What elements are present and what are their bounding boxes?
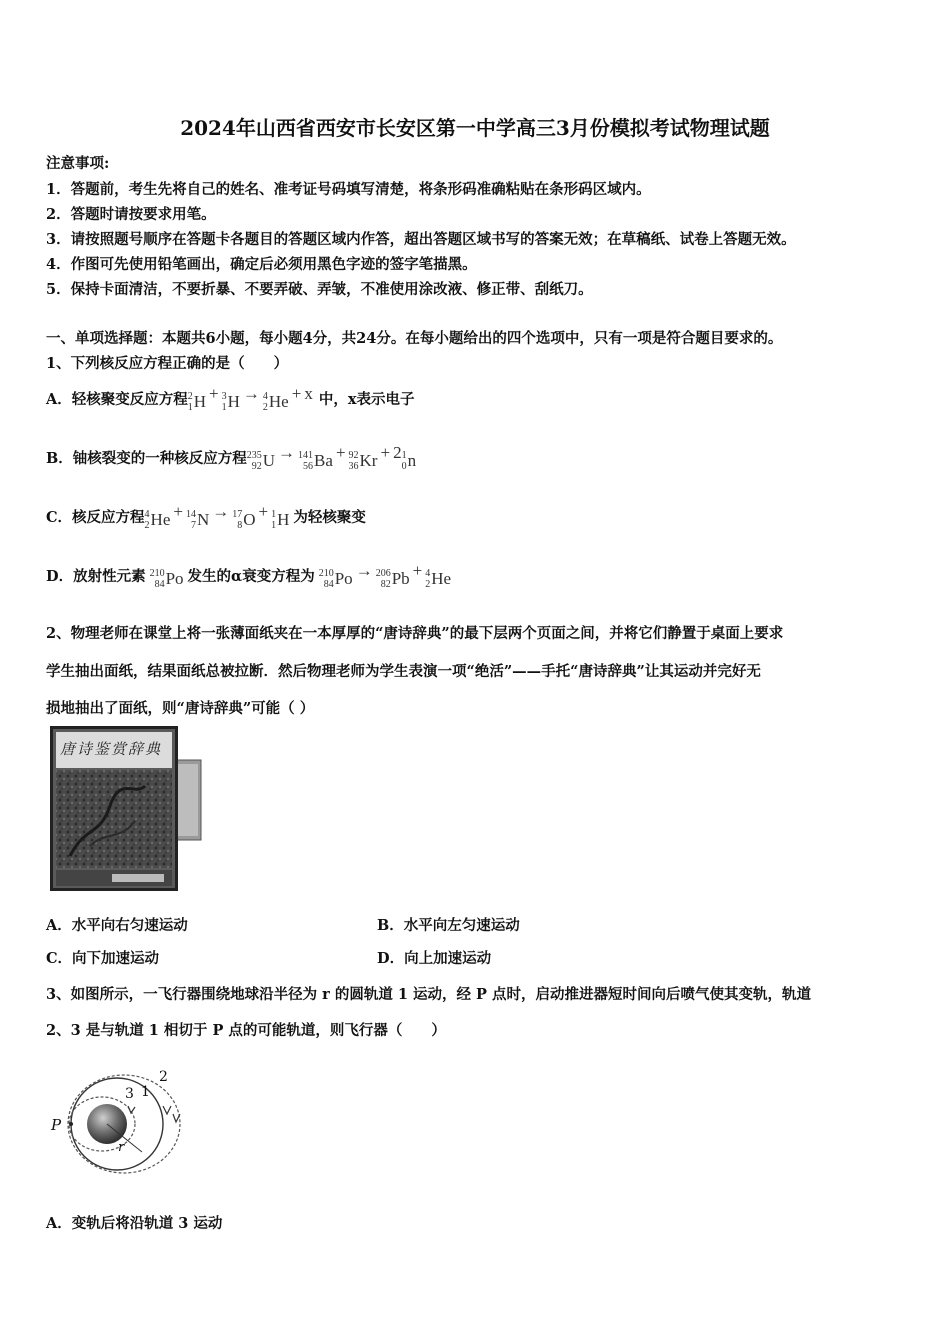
alpha-decay-equation: 210 84 Po → 206 82 Pb + 4 2 He <box>318 561 452 590</box>
question-3-line: 3、如图所示，一飞行器围绕地球沿半径为 r 的圆轨道 1 运动，经 P 点时，启动推进器短时间向后喷气使其变轨，轨道 <box>46 986 812 1003</box>
question-3-line: 2、3 是与轨道 1 相切于 P 点的可能轨道，则飞行器（ ） <box>46 1022 446 1039</box>
question-2-line: 损地抽出了面纸，则“唐诗辞典”可能（ ） <box>46 700 315 717</box>
fusion-equation: 2 1 H + 3 1 H → 4 2 He + x <box>187 384 313 413</box>
point-p-marker <box>69 1122 73 1126</box>
q3-option-a: A．变轨后将沿轨道 3 运动 <box>46 1215 223 1232</box>
question-1-stem: 1、下列核反应方程正确的是（ ） <box>46 355 289 372</box>
orbit-figure <box>46 1066 196 1176</box>
label-p: P <box>51 1116 62 1134</box>
book-title: 唐诗鉴赏辞典 <box>60 740 163 758</box>
label-orbit-1: 1 <box>141 1084 150 1100</box>
book-figure <box>50 726 205 891</box>
notice-item: 1．答题前，考生先将自己的姓名、准考证号码填写清楚，将条形码准确粘贴在条形码区域内。 <box>46 181 651 198</box>
q2-option-c: C．向下加速运动 <box>46 950 160 967</box>
notice-item: 3．请按照题号顺序在答题卡各题目的答题区域内作答，超出答题区域书写的答案无效；在草稿纸、试卷上答题无效。 <box>46 231 796 248</box>
orbit-diagram <box>46 1066 196 1176</box>
question-2-line: 学生抽出面纸，结果面纸总被拉断．然后物理老师为学生表演一项“绝活”——手托“唐诗辞典”让其运动并完好无 <box>46 663 761 680</box>
q1-option-c-suffix: 为轻核聚变 <box>293 509 366 526</box>
q1-option-d-mid: 发生的α衰变方程为 <box>187 568 315 585</box>
notice-heading: 注意事项: <box>46 155 110 172</box>
q2-option-a: A．水平向右匀速运动 <box>46 917 188 934</box>
label-r: r <box>118 1140 125 1155</box>
q2-option-b: B．水平向左匀速运动 <box>377 917 520 934</box>
label-orbit-2: 2 <box>159 1069 168 1085</box>
q1-option-a-label: A．轻核聚变反应方程 <box>46 391 188 408</box>
q1-option-a <box>46 384 414 413</box>
q1-option-b-label: B．铀核裂变的一种核反应方程 <box>46 450 247 467</box>
notice-item: 2．答题时请按要求用笔。 <box>46 206 216 223</box>
page-title: 2024年山西省西安市长安区第一中学高三3月份模拟考试物理试题 <box>180 116 770 140</box>
q2-option-d: D．向上加速运动 <box>377 950 492 967</box>
q1-option-d-label: D．放射性元素 <box>46 568 146 585</box>
q1-option-d <box>46 561 451 590</box>
notice-item: 5．保持卡面清洁，不要折暴、不要弄破、弄皱，不准使用涂改液、修正带、刮纸刀。 <box>46 281 593 298</box>
q1-option-a-suffix: 中，x表示电子 <box>318 391 415 408</box>
fission-equation: 235 92 U → 141 56 Ba + 92 36 Kr + 2 1 0 n <box>246 443 417 472</box>
label-orbit-3: 3 <box>125 1086 134 1102</box>
transmutation-equation: 4 2 He + 14 7 N → 17 8 O + 1 1 H <box>144 502 290 531</box>
q1-option-b <box>46 443 416 472</box>
q1-option-c-label: C．核反应方程 <box>46 509 145 526</box>
q1-option-c <box>46 502 366 531</box>
section-heading: 一、单项选择题：本题共6小题，每小题4分，共24分。在每小题给出的四个选项中，只有一项是符合题目要求的。 <box>46 330 783 347</box>
polonium-symbol: 210 84 Po <box>149 568 184 590</box>
question-2-line: 2、物理老师在课堂上将一张薄面纸夹在一本厚厚的“唐诗辞典”的最下层两个页面之间，并将它们静置于桌面上要求 <box>46 625 784 642</box>
notice-item: 4．作图可先使用铅笔画出，确定后必须用黑色字迹的签字笔描黑。 <box>46 256 477 273</box>
